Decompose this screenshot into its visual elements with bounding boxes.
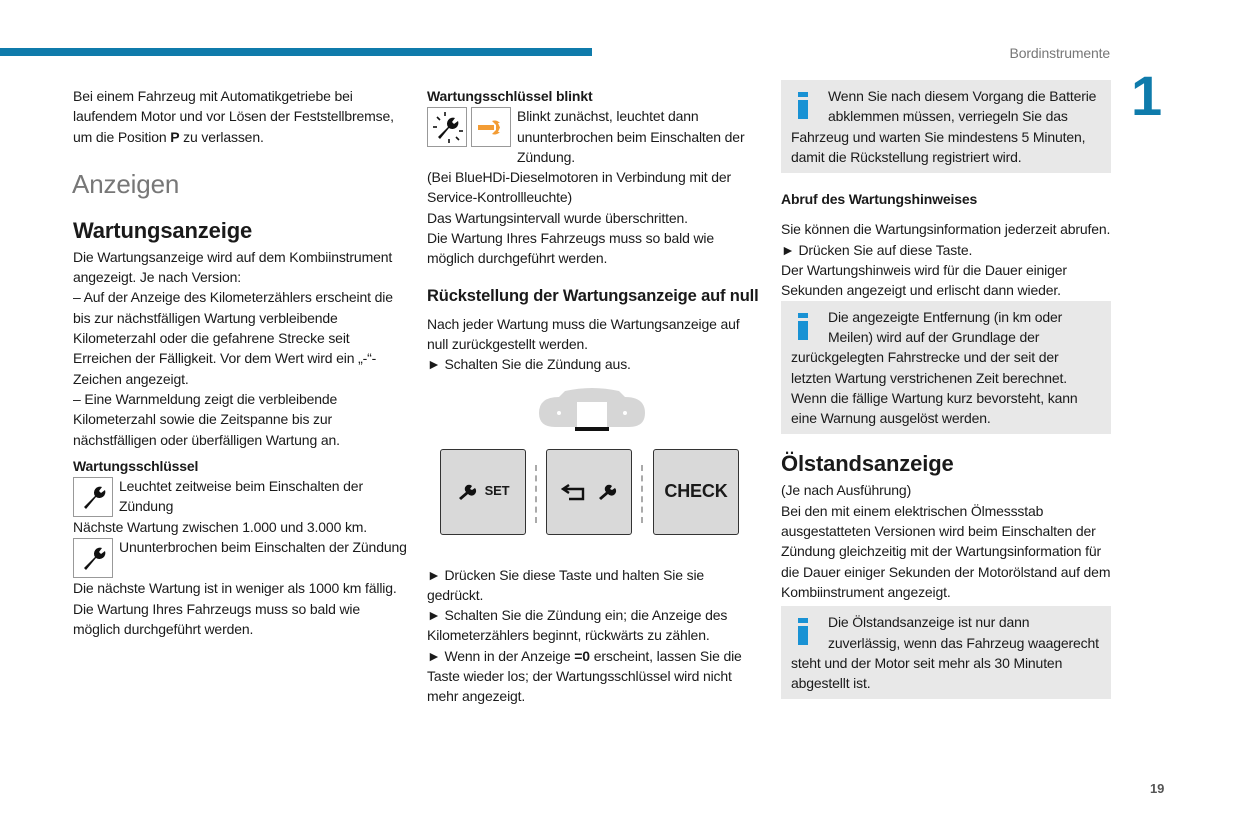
instruction-step xyxy=(427,646,763,707)
header-accent-bar xyxy=(0,48,592,56)
blinking-wrench-icon xyxy=(427,107,467,147)
info-icon xyxy=(798,92,808,116)
icon-row xyxy=(73,476,407,517)
wrench-icon xyxy=(457,484,477,500)
column-1 xyxy=(73,86,407,639)
orange-wrench-icon xyxy=(471,107,511,147)
column-2 xyxy=(427,86,763,707)
set-label: SET xyxy=(484,483,510,499)
paragraph: Nächste Wartung zwischen 1.000 und 3.000 km. xyxy=(73,519,368,536)
paragraph: Die Wartung Ihres Fahrzeugs muss so bald wie möglich durchgeführt werden. xyxy=(427,230,715,267)
check-button[interactable] xyxy=(653,449,739,535)
subheading: Wartungsschlüssel xyxy=(73,457,199,474)
instruction-step: ► Schalten Sie die Zündung aus. xyxy=(427,356,631,373)
intro-bold: P xyxy=(170,128,180,145)
paragraph: – Eine Warnmeldung zeigt die verbleibende Kilometerzahl sowie die Zeitspanne bis zur nächstfälligen oder überfälligen Wartung an. xyxy=(73,390,340,448)
subheading: Wartungsschlüssel blinkt xyxy=(427,88,593,104)
wrench-icon xyxy=(73,538,113,578)
reset-button[interactable] xyxy=(546,449,632,535)
subheading: Abruf des Wartungshinweises xyxy=(781,191,978,208)
wrench-icon xyxy=(73,477,113,517)
heading-rueckstellung: Rückstellung der Wartungsanzeige auf null xyxy=(427,286,759,305)
heading-oelstandsanzeige: Ölstandsanzeige xyxy=(781,451,954,477)
set-button[interactable] xyxy=(440,449,526,535)
icon-description: Ununterbrochen beim Einschalten der Zündung xyxy=(119,539,407,556)
column-3 xyxy=(781,80,1111,699)
divider xyxy=(641,465,643,523)
section-title: Bordinstrumente xyxy=(1009,45,1110,61)
section-heading: Anzeigen xyxy=(72,168,180,199)
intro-paragraph xyxy=(73,86,407,147)
divider xyxy=(535,465,537,523)
chapter-number: 1 xyxy=(1131,64,1162,127)
info-icon xyxy=(798,618,808,642)
icon-row xyxy=(427,106,763,167)
instruction-step: ► Drücken Sie diese Taste und halten Sie sie gedrückt. xyxy=(427,566,705,603)
icon-row xyxy=(73,537,407,578)
paragraph: Nach jeder Wartung muss die Wartungsanzeige auf null zurückgestellt werden. xyxy=(427,315,740,352)
paragraph: Sie können die Wartungsinformation jederzeit abrufen. xyxy=(781,221,1111,238)
paragraph: Die Wartungsanzeige wird auf dem Kombiinstrument angezeigt. Je nach Version: xyxy=(73,248,393,286)
note-text: Die angezeigte Entfernung (in km oder Meilen) wird auf der Grundlage der zurückgelegten Fahrstrecke und der seit der letzten Wartung verstrichenen Zeit berechnet. Wenn die fällige Wartung kurz bevorsteht, kann eine Warnung ausgelöst werden. xyxy=(791,308,1078,427)
paragraph: (Bei BlueHDi-Dieselmotoren in Verbindung mit der Service-Kontrollleuchte) xyxy=(427,169,732,206)
heading-wartungsanzeige: Wartungsanzeige xyxy=(73,217,253,243)
info-note xyxy=(781,80,1111,173)
return-arrow-icon xyxy=(561,481,589,503)
instrument-panel-illustration xyxy=(427,387,763,557)
paragraph: Das Wartungsintervall wurde überschritten. xyxy=(427,209,688,226)
check-label: CHECK xyxy=(664,481,728,502)
icon-description: Blinkt zunächst, leuchtet dann ununterbrochen beim Einschalten der Zündung. xyxy=(517,108,745,165)
intro-text-end: zu verlassen. xyxy=(179,128,264,145)
paragraph: Die Wartung Ihres Fahrzeugs muss so bald wie möglich durchgeführt werden. xyxy=(73,600,361,638)
instruction-step: ► Schalten Sie die Zündung ein; die Anzeige des Kilometerzählers beginnt, rückwärts zu zählen. xyxy=(427,607,728,644)
paragraph: (Je nach Ausführung) xyxy=(781,482,912,499)
paragraph: Die nächste Wartung ist in weniger als 1000 km fällig. xyxy=(73,580,397,597)
info-note xyxy=(781,301,1111,435)
step-text: ► Wenn in der Anzeige xyxy=(427,647,575,664)
paragraph: Der Wartungshinweis wird für die Dauer einiger Sekunden angezeigt und erlischt dann wieder. xyxy=(781,262,1067,299)
note-text: Die Ölstandsanzeige ist nur dann zuverlässig, wenn das Fahrzeug waagerecht steht und der Motor seit mehr als 30 Minuten abgestellt ist. xyxy=(791,614,1099,692)
page-number: 19 xyxy=(1150,781,1165,796)
info-note xyxy=(781,606,1111,699)
note-text: Wenn Sie nach diesem Vorgang die Batterie abklemmen müssen, verriegeln Sie das Fahrzeug und warten Sie mindestens 5 Minuten, damit die Rückstellung registriert wird. xyxy=(791,88,1097,165)
wrench-icon xyxy=(597,484,617,500)
instrument-cluster-icon xyxy=(537,387,647,432)
paragraph: Bei den mit einem elektrischen Ölmessstab ausgestatteten Versionen wird beim Einschalten der Zündung gleichzeitig mit der Wartungsinformation für die Dauer einiger Sekunden der Motorölstand auf dem Kombiinstrument angezeigt. xyxy=(781,502,1111,600)
info-icon xyxy=(798,313,808,337)
paragraph: ► Drücken Sie auf diese Taste. xyxy=(781,241,973,258)
intro-text: Bei einem Fahrzeug mit Automatikgetriebe bei laufendem Motor und vor Lösen der Feststellbremse, um die Position xyxy=(73,88,394,145)
step-text-end: erscheint, lassen Sie die Taste wieder los; der Wartungsschlüssel wird nicht mehr angezeigt. xyxy=(427,647,742,705)
paragraph: – Auf der Anzeige des Kilometerzählers erscheint die bis zur nächstfälligen Wartung verbleibende Kilometerzahl oder die gefahrene Strecke seit Erreichen der Fälligkeit. Vor dem Wert wird ein „-“-Zeichen angezeigt. xyxy=(73,289,393,387)
icon-description: Leuchtet zeitweise beim Einschalten der Zündung xyxy=(119,478,363,515)
step-bold: =0 xyxy=(574,647,590,664)
